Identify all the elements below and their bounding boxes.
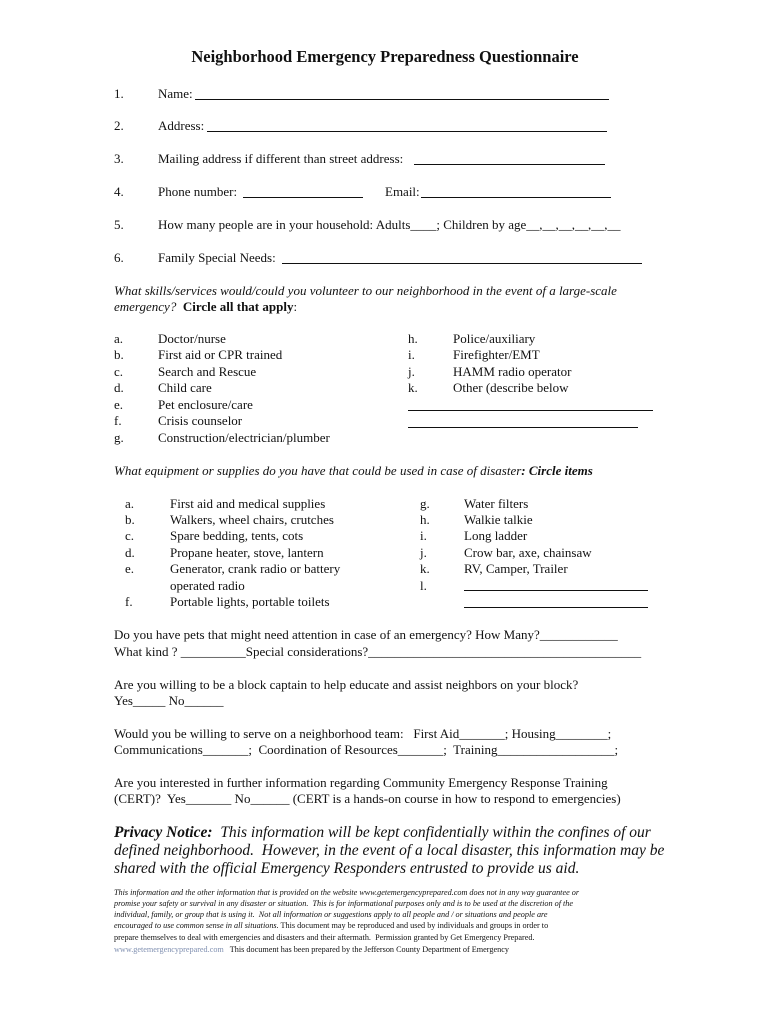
equipment-letter: e. bbox=[125, 561, 135, 576]
equipment-letter: a. bbox=[125, 496, 135, 511]
equipment-letter: c. bbox=[125, 528, 135, 543]
skill-letter: a. bbox=[114, 331, 124, 346]
website-link[interactable]: www.getemergencyprepared.com bbox=[114, 945, 224, 954]
equipment-letter: b. bbox=[125, 512, 135, 527]
pets-kind[interactable]: What kind ? __________Special considerations?__________________________________________ bbox=[114, 644, 642, 659]
skills-prompt: What skills/services would/could you volunteer to our neighborhood in the event of a large-scale bbox=[114, 283, 617, 298]
equipment-letter: j. bbox=[420, 545, 427, 560]
cert-answer[interactable]: (CERT)? Yes_______ No______ (CERT is a hands-on course in how to respond to emergencies) bbox=[114, 791, 621, 806]
skill-letter: k. bbox=[408, 380, 418, 395]
other-skill-field[interactable] bbox=[408, 427, 638, 428]
equipment-option[interactable]: Water filters bbox=[464, 496, 529, 511]
skill-option[interactable]: Child care bbox=[158, 380, 212, 395]
skills-instruction: Circle all that apply bbox=[182, 299, 294, 314]
other-skill-field[interactable] bbox=[408, 410, 653, 411]
equipment-instruction: : Circle items bbox=[521, 463, 593, 478]
mailing-address-field[interactable] bbox=[414, 164, 605, 165]
privacy-text: shared with the official Emergency Responders entrusted to provide us aid. bbox=[114, 860, 580, 877]
skill-letter: d. bbox=[114, 380, 124, 395]
disclaimer-text: individual, family, or group that is using it. Not all information or suggestions apply to all people and / or situations and people are bbox=[114, 910, 548, 919]
skill-letter: j. bbox=[408, 364, 415, 379]
question-number: 5. bbox=[114, 217, 124, 232]
skill-letter: h. bbox=[408, 331, 418, 346]
skill-option[interactable]: Search and Rescue bbox=[158, 364, 257, 379]
skill-letter: g. bbox=[114, 430, 124, 445]
disclaimer-text: This information and the other information that is provided on the website www.getemergencyprepared.com does not in any way guarantee or bbox=[114, 888, 580, 897]
equipment-option[interactable]: Propane heater, stove, lantern bbox=[170, 545, 324, 560]
address-field[interactable] bbox=[207, 131, 607, 132]
privacy-text: This information will be kept confidentially within the confines of our bbox=[212, 824, 651, 841]
equipment-letter: l. bbox=[420, 578, 427, 593]
disclaimer-text: encouraged to use common sense in all situations. bbox=[114, 921, 279, 930]
skill-letter: f. bbox=[114, 413, 122, 428]
skills-prompt-2: emergency? bbox=[114, 299, 177, 314]
pets-question[interactable]: Do you have pets that might need attention in case of an emergency? How Many?____________ bbox=[114, 627, 618, 642]
team-question[interactable]: Would you be willing to serve on a neighborhood team: First Aid_______; Housing________; bbox=[114, 726, 612, 741]
skill-letter: e. bbox=[114, 397, 124, 412]
skill-option[interactable]: Other (describe below bbox=[453, 380, 569, 395]
disclaimer-text: prepare themselves to deal with emergencies and disasters and their aftermath. Permission granted by Get Emergency Prepared. bbox=[114, 933, 535, 942]
email-label: Email: bbox=[385, 184, 420, 199]
skill-option[interactable]: HAMM radio operator bbox=[453, 364, 572, 379]
email-field[interactable] bbox=[421, 197, 611, 198]
equipment-option[interactable]: Crow bar, axe, chainsaw bbox=[464, 545, 592, 560]
equipment-option[interactable]: Walkie talkie bbox=[464, 512, 533, 527]
disclaimer-text: This document may be reproduced and used by individuals and groups in order to bbox=[278, 921, 549, 930]
equipment-option[interactable]: Portable lights, portable toilets bbox=[170, 594, 330, 609]
disclaimer-text: This document has been prepared by the Jefferson County Department of Emergency bbox=[223, 945, 509, 954]
name-field[interactable] bbox=[195, 99, 609, 100]
special-needs-field[interactable] bbox=[282, 263, 642, 264]
skill-option[interactable]: Police/auxiliary bbox=[453, 331, 536, 346]
equipment-option[interactable]: Long ladder bbox=[464, 528, 528, 543]
equipment-letter: g. bbox=[420, 496, 430, 511]
question-number: 1. bbox=[114, 86, 124, 101]
equipment-letter: f. bbox=[125, 594, 133, 609]
phone-label: Phone number: bbox=[158, 184, 238, 199]
equipment-prompt: What equipment or supplies do you have that could be used in case of disaster bbox=[114, 463, 522, 478]
phone-field[interactable] bbox=[243, 197, 363, 198]
other-equipment-field[interactable] bbox=[464, 607, 648, 608]
block-captain-answer[interactable]: Yes_____ No______ bbox=[114, 693, 224, 708]
skill-option[interactable]: Doctor/nurse bbox=[158, 331, 226, 346]
team-options[interactable]: Communications_______; Coordination of Resources_______; Training__________________; bbox=[114, 742, 619, 757]
equipment-option-cont[interactable]: operated radio bbox=[170, 578, 245, 593]
skill-letter: c. bbox=[114, 364, 124, 379]
skill-option[interactable]: Construction/electrician/plumber bbox=[158, 430, 330, 445]
skill-letter: i. bbox=[408, 347, 415, 362]
skill-option[interactable]: First aid or CPR trained bbox=[158, 347, 283, 362]
skills-colon: : bbox=[293, 299, 298, 314]
disclaimer-text: promise your safety or survival in any disaster or situation. This is for informational purposes only and is to be used at the discretion of the bbox=[114, 899, 574, 908]
skill-letter: b. bbox=[114, 347, 124, 362]
equipment-letter: k. bbox=[420, 561, 430, 576]
privacy-text: defined neighborhood. However, in the event of a local disaster, this information may be bbox=[114, 842, 665, 859]
cert-question: Are you interested in further information regarding Community Emergency Response Training bbox=[114, 775, 608, 790]
equipment-option[interactable]: First aid and medical supplies bbox=[170, 496, 326, 511]
block-captain-question: Are you willing to be a block captain to help educate and assist neighbors on your block? bbox=[114, 677, 579, 692]
question-number: 3. bbox=[114, 151, 124, 166]
household-label[interactable]: How many people are in your household: Adults____; Children by age__,__,__,__,__,__ bbox=[158, 217, 621, 232]
question-number: 2. bbox=[114, 118, 124, 133]
equipment-option[interactable]: RV, Camper, Trailer bbox=[464, 561, 568, 576]
other-equipment-field[interactable] bbox=[464, 590, 648, 591]
equipment-letter: h. bbox=[420, 512, 430, 527]
name-label: Name: bbox=[158, 86, 193, 101]
skill-option[interactable]: Crisis counselor bbox=[158, 413, 243, 428]
equipment-option[interactable]: Spare bedding, tents, cots bbox=[170, 528, 304, 543]
address-label: Address: bbox=[158, 118, 205, 133]
equipment-option[interactable]: Generator, crank radio or battery bbox=[170, 561, 341, 576]
privacy-label: Privacy Notice: bbox=[114, 824, 213, 841]
question-number: 4. bbox=[114, 184, 124, 199]
equipment-option[interactable]: Walkers, wheel chairs, crutches bbox=[170, 512, 334, 527]
skill-option[interactable]: Firefighter/EMT bbox=[453, 347, 540, 362]
mailing-address-label: Mailing address if different than street address: bbox=[158, 151, 404, 166]
skill-option[interactable]: Pet enclosure/care bbox=[158, 397, 253, 412]
equipment-letter: d. bbox=[125, 545, 135, 560]
special-needs-label: Family Special Needs: bbox=[158, 250, 276, 265]
equipment-letter: i. bbox=[420, 528, 427, 543]
question-number: 6. bbox=[114, 250, 124, 265]
page-title: Neighborhood Emergency Preparedness Questionnaire bbox=[191, 47, 579, 66]
